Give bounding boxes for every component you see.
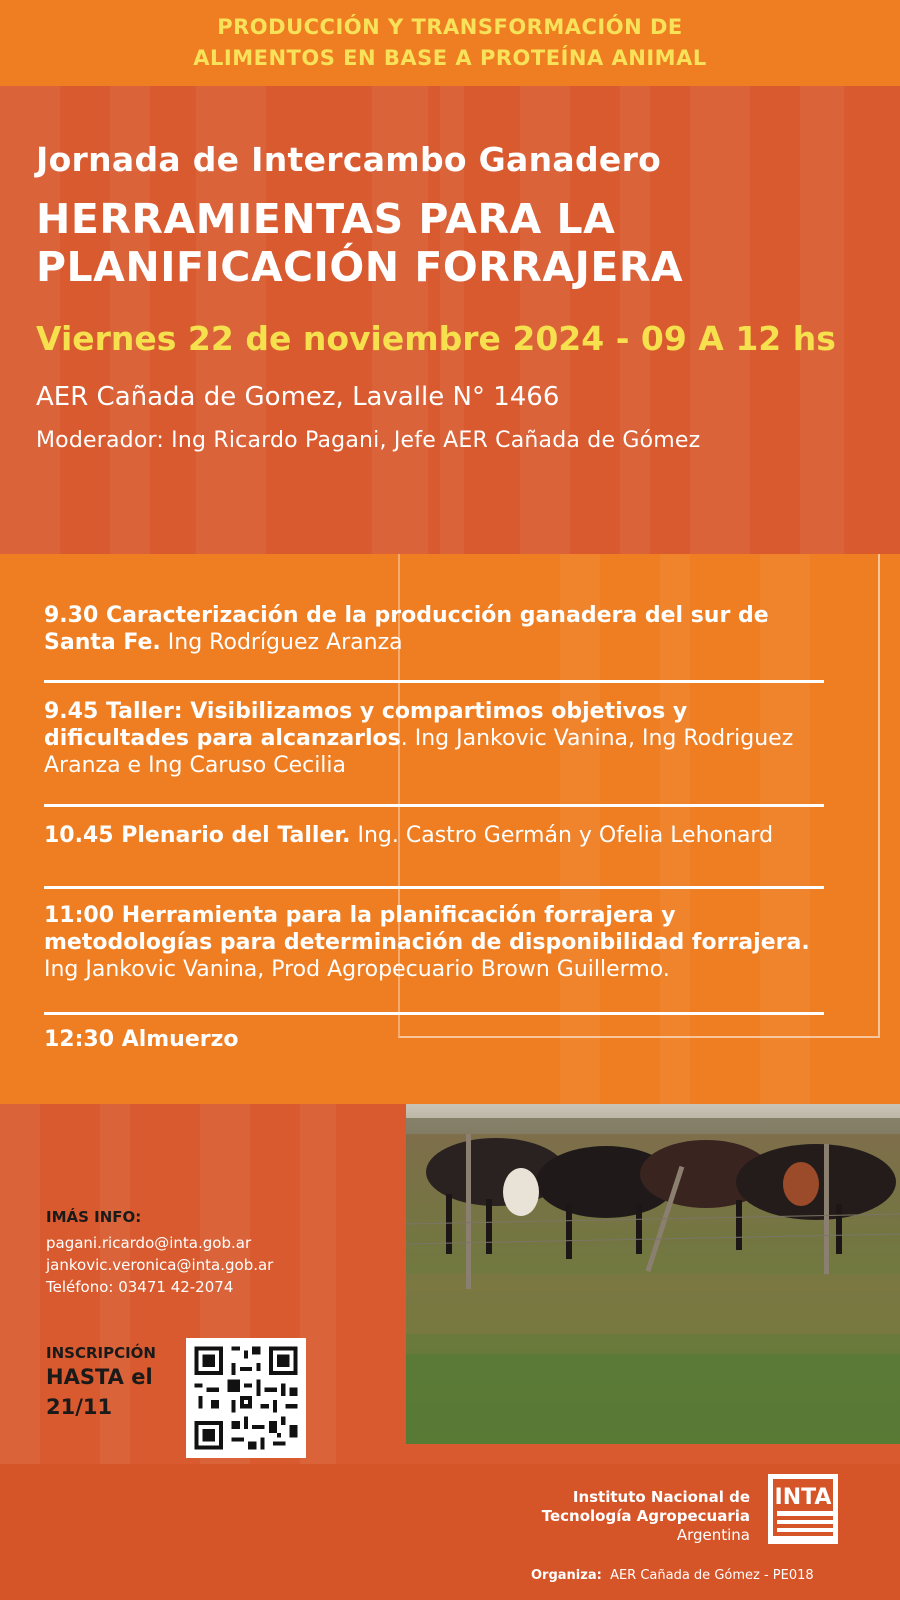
contact-email-1[interactable]: pagani.ricardo@inta.gob.ar: [46, 1234, 252, 1252]
program-section: [0, 554, 900, 1104]
title-line-1: HERRAMIENTAS PARA LA: [36, 195, 616, 243]
institution-name: [542, 1488, 750, 1545]
divider: [44, 1012, 824, 1015]
divider: [44, 680, 824, 683]
top-banner: [0, 0, 900, 86]
program-item-title: 10.45 Plenario del Taller.: [44, 823, 351, 848]
program-item-title: 9.30 Caracterización de la producción ganadera del sur de Santa Fe.: [44, 603, 769, 655]
registration-line-1: INSCRIPCIÓN: [46, 1344, 156, 1362]
cattle-photo: [406, 1104, 900, 1444]
institution-line-1: Instituto Nacional de: [572, 1488, 750, 1506]
program-item: [44, 1026, 834, 1053]
program-item-speakers: . Ing Jankovic Vanina, Ing Rodriguez Aranza e Ing Caruso Cecilia: [44, 726, 794, 778]
event-date: Viernes 22 de noviembre 2024 - 09 A 12 hs: [36, 319, 836, 358]
banner-line-2: ALIMENTOS EN BASE A PROTEÍNA ANIMAL: [193, 46, 707, 70]
divider: [44, 804, 824, 807]
contact-title: IMÁS INFO:: [46, 1208, 142, 1226]
program-item: [44, 822, 834, 849]
program-item: [44, 602, 834, 656]
bottom-section: [0, 1104, 900, 1464]
contact-email-2[interactable]: jankovic.veronica@inta.gob.ar: [46, 1256, 274, 1274]
institution-line-3: Argentina: [676, 1526, 750, 1544]
divider: [44, 886, 824, 889]
event-title: [36, 195, 886, 291]
registration-line-3: 21/11: [46, 1395, 113, 1419]
program-item: [44, 902, 834, 983]
registration-note: [46, 1344, 156, 1422]
program-item-title: 11:00 Herramienta para la planificación forrajera y metodologías para determinación de disponibilidad forrajera.: [44, 903, 810, 955]
event-subtitle: Jornada de Intercambo Ganadero: [36, 140, 662, 179]
title-line-2: PLANIFICACIÓN FORRAJERA: [36, 243, 684, 291]
event-moderator: Moderador: Ing Ricardo Pagani, Jefe AER Cañada de Gómez: [36, 428, 701, 453]
event-venue: AER Cañada de Gomez, Lavalle N° 1466: [36, 382, 560, 412]
banner-line-1: PRODUCCIÓN Y TRANSFORMACIÓN DE: [217, 15, 683, 39]
program-item-speakers: Ing. Castro Germán y Ofelia Lehonard: [350, 823, 774, 848]
qr-code-icon[interactable]: [186, 1338, 306, 1458]
inta-logo-icon: [768, 1474, 838, 1544]
program-item-speakers: Ing Rodríguez Aranza: [160, 630, 403, 655]
contact-info: [46, 1208, 273, 1298]
program-item-title: 9.45 Taller: Visibilizamos y compartimos objetivos y dificultades para alcanzarlos: [44, 699, 688, 751]
organizer-line: [531, 1568, 814, 1583]
institution-line-2: Tecnología Agropecuaria: [541, 1507, 750, 1525]
organizer-label: Organiza:: [531, 1568, 602, 1583]
header-text: [36, 140, 886, 453]
program-item-title: 12:30 Almuerzo: [44, 1027, 239, 1052]
svg-text:INTA: INTA: [774, 1485, 832, 1510]
contact-phone: Teléfono: 03471 42-2074: [46, 1278, 234, 1296]
organizer-value: AER Cañada de Gómez - PE018: [610, 1568, 814, 1583]
program-item-speakers: Ing Jankovic Vanina, Prod Agropecuario Brown Guillermo.: [44, 957, 670, 982]
registration-line-2: HASTA el: [46, 1365, 153, 1389]
program-item: [44, 698, 834, 779]
